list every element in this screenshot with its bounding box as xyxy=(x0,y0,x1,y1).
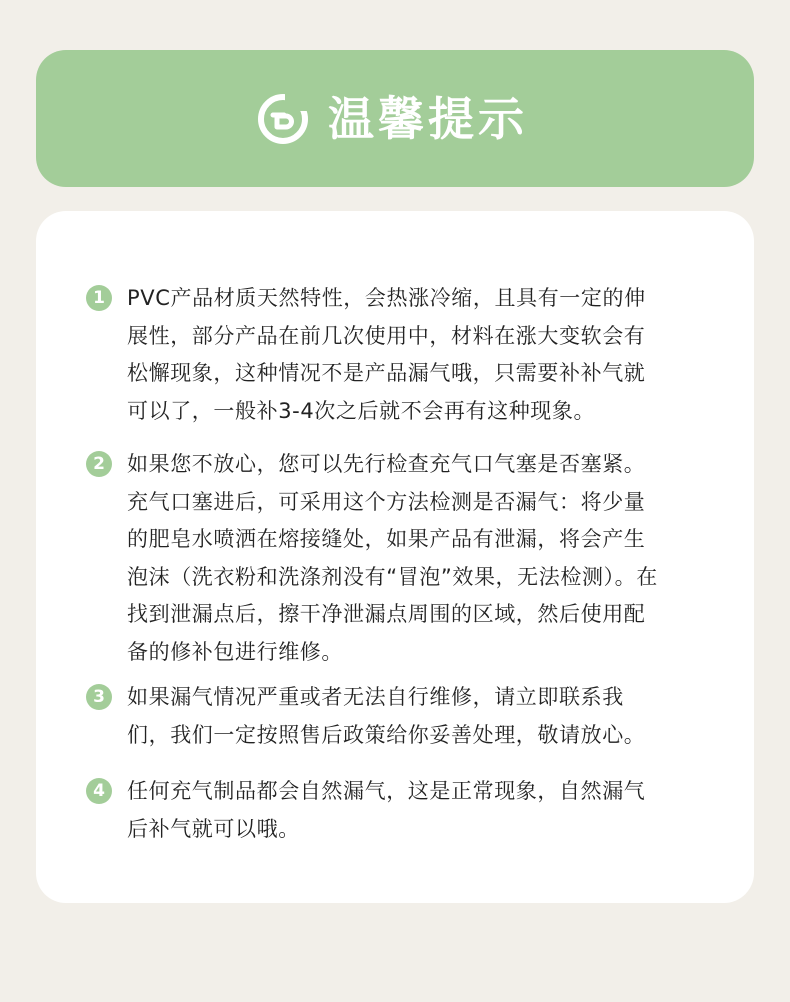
tip-line: PVC产品材质天然特性，会热涨冷缩，且具有一定的伸 xyxy=(127,286,646,310)
tip-number-badge: 1 xyxy=(86,285,112,311)
tip-line: 充气口塞进后，可采用这个方法检测是否漏气：将少量 xyxy=(127,489,646,514)
brand-logo-icon xyxy=(256,92,310,146)
tip-line: 泡沫（洗衣粉和洗涤剂没有“冒泡”效果，无法检测）。在 xyxy=(127,564,658,589)
header-banner xyxy=(36,50,754,187)
tip-number-badge: 4 xyxy=(86,778,112,804)
tip-item-3 xyxy=(86,679,686,754)
tip-item-2 xyxy=(86,446,686,671)
tip-text xyxy=(127,280,686,430)
tip-text xyxy=(127,773,686,848)
tip-line: 展性，部分产品在前几次使用中，材料在涨大变软会有 xyxy=(127,323,646,348)
tip-line: 备的修补包进行维修。 xyxy=(127,639,343,664)
header-content xyxy=(256,92,528,146)
tip-number-badge: 3 xyxy=(86,684,112,710)
tip-line: 任何充气制品都会自然漏气，这是正常现象，自然漏气 xyxy=(127,779,646,803)
tip-line: 松懈现象，这种情况不是产品漏气哦，只需要补补气就 xyxy=(127,361,646,385)
tip-item-1 xyxy=(86,280,686,430)
tips-card xyxy=(36,211,754,903)
tip-line: 可以了，一般补3-4次之后就不会再有这种现象。 xyxy=(127,398,596,423)
tip-number-badge: 2 xyxy=(86,451,112,477)
tip-line: 们，我们一定按照售后政策给你妥善处理，敬请放心。 xyxy=(127,722,646,747)
tip-line: 如果漏气情况严重或者无法自行维修，请立即联系我 xyxy=(127,685,624,709)
tip-text xyxy=(127,446,686,671)
tip-line: 找到泄漏点后，擦干净泄漏点周围的区域，然后使用配 xyxy=(127,602,646,626)
tip-item-4 xyxy=(86,773,686,848)
tip-line: 后补气就可以哦。 xyxy=(127,816,300,841)
tip-line: 的肥皂水喷洒在熔接缝处，如果产品有泄漏，将会产生 xyxy=(127,527,646,551)
tip-line: 如果您不放心，您可以先行检查充气口气塞是否塞紧。 xyxy=(127,452,646,476)
page-title: 温馨提示 xyxy=(328,91,528,146)
tip-text xyxy=(127,679,686,754)
